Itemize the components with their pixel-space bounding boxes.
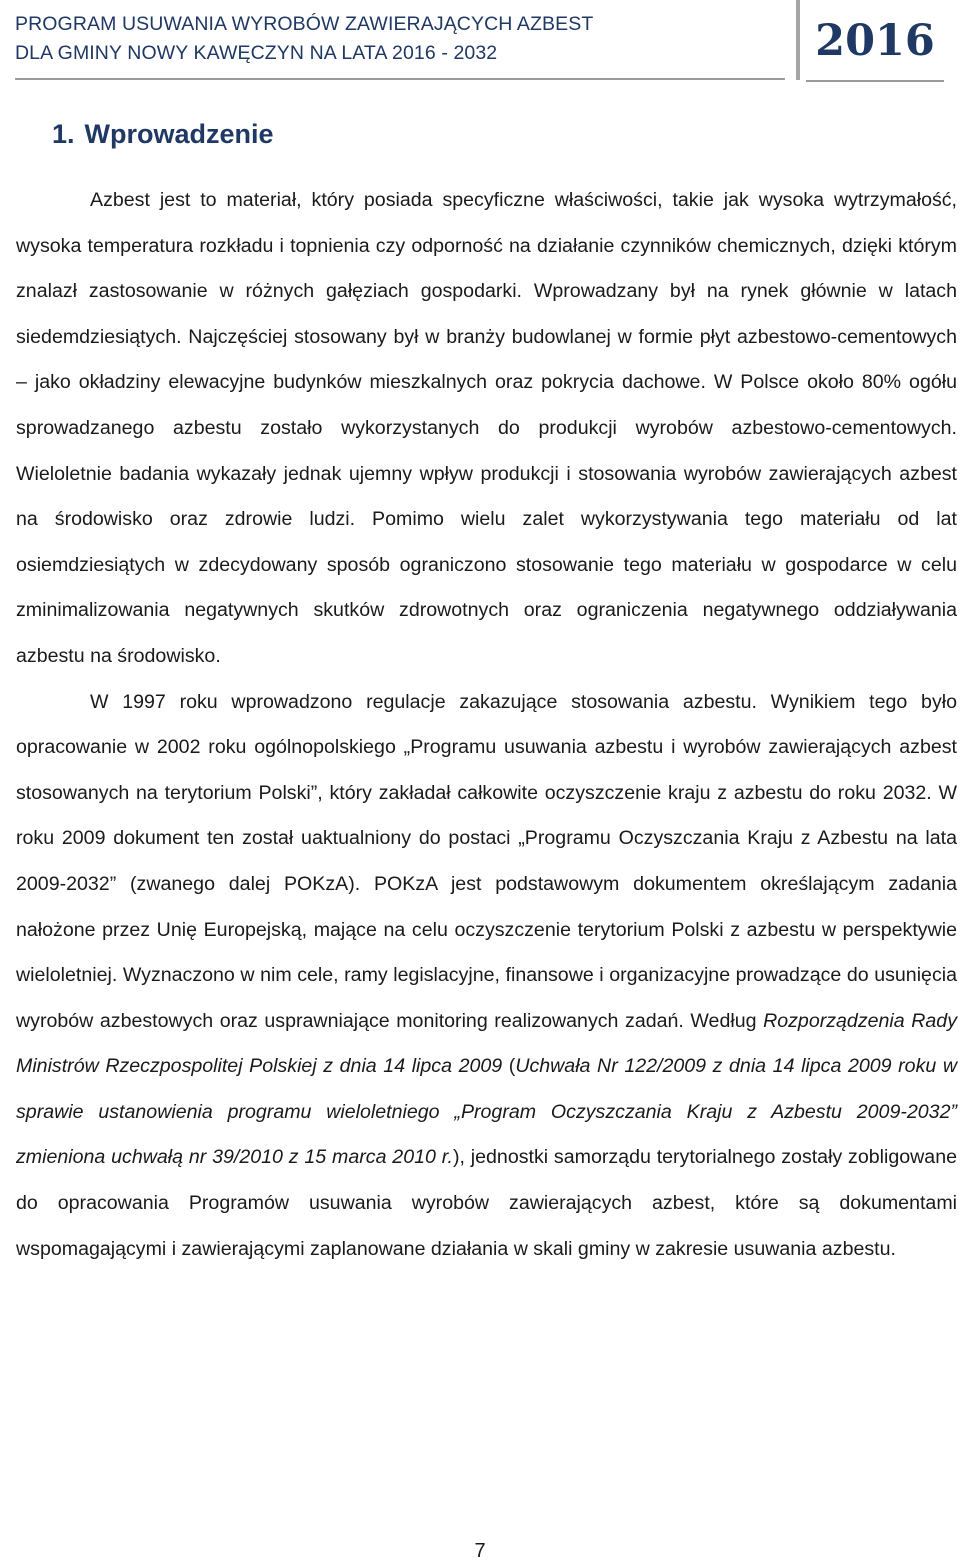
section-title: Wprowadzenie	[84, 119, 274, 149]
header-divider	[796, 0, 800, 80]
header-title-line-1: PROGRAM USUWANIA WYROBÓW ZAWIERAJĄCYCH AZBEST	[15, 13, 594, 35]
header-title-block	[15, 10, 785, 80]
header-year: 2016	[806, 10, 944, 82]
paragraph-2-text-3: ), jednostki samorządu terytorialnego zostały zobligowane do opracowania Programów usuwania wyrobów zawierających azbest, które są dokumentami wspomagającymi i zawierającymi zaplanowane działania w skali gminy w zakresie usuwania azbestu.	[16, 1146, 957, 1260]
section-heading	[52, 112, 274, 156]
document-body	[16, 178, 957, 1272]
paragraph-2	[16, 680, 957, 1273]
paragraph-1: Azbest jest to materiał, który posiada specyficzne właściwości, takie jak wysoka wytrzymałość, wysoka temperatura rozkładu i topnienia czy odporność na działanie czynników chemicznych, dzięki którym znalazł zastosowanie w różnych gałęziach gospodarki. Wprowadzany był na rynek głównie w latach siedemdziesiątych. Najczęściej stosowany był w branży budowlanej w formie płyt azbestowo-cementowych – jako okładziny elewacyjne budynków mieszkalnych oraz pokrycia dachowe. W Polsce około 80% ogółu sprowadzanego azbestu zostało wykorzystanych do produkcji wyrobów azbestowo-cementowych. Wieloletnie badania wykazały jednak ujemny wpływ produkcji i stosowania wyrobów zawierających azbest na środowisko oraz zdrowie ludzi. Pomimo wielu zalet wykorzystywania tego materiału od lat osiemdziesiątych w zdecydowany sposób ograniczono stosowanie tego materiału w gospodarce w celu zminimalizowania negatywnych skutków zdrowotnych oraz ograniczenia negatywnego oddziaływania azbestu na środowisko.	[16, 189, 957, 667]
paragraph-2-italic-1: Rozporządzenia Rady Ministrów Rzeczpospolitej Polskiej z dnia 14 lipca 2009	[16, 1009, 957, 1078]
paragraph-2-text-2: (	[502, 1055, 516, 1078]
section-number: 1.	[52, 119, 75, 149]
page-header	[0, 0, 960, 82]
header-title-line-2: DLA GMINY NOWY KAWĘCZYN NA LATA 2016 - 2032	[15, 42, 498, 64]
paragraph-2-italic-2: Uchwała Nr 122/2009 z dnia 14 lipca 2009 roku w sprawie ustanowienia programu wieloletniego „Program Oczyszczania Kraju z Azbestu 2009-2032” zmieniona uchwałą nr 39/2010 z 15 marca 2010 r.	[16, 1055, 958, 1169]
paragraph-2-text-1: W 1997 roku wprowadzono regulacje zakazujące stosowania azbestu. Wynikiem tego było opracowanie w 2002 roku ogólnopolskiego „Programu usuwania azbestu i wyrobów zawierających azbest stosowanych na terytorium Polski”, który zakładał całkowite oczyszczenie kraju z azbestu do roku 2032. W roku 2009 dokument ten został uaktualniony do postaci „Programu Oczyszczania Kraju z Azbestu na lata 2009-2032” (zwanego dalej POKzA). POKzA jest podstawowym dokumentem określającym zadania nałożone przez Unię Europejską, mające na celu oczyszczenie terytorium Polski z azbestu w perspektywie wieloletniej. Wyznaczono w nim cele, ramy legislacyjne, finansowe i organizacyjne prowadzące do usunięcia wyrobów azbestowych oraz usprawniające monitoring realizowanych zadań. Według	[16, 690, 957, 1032]
page-number: 7	[474, 1540, 486, 1562]
